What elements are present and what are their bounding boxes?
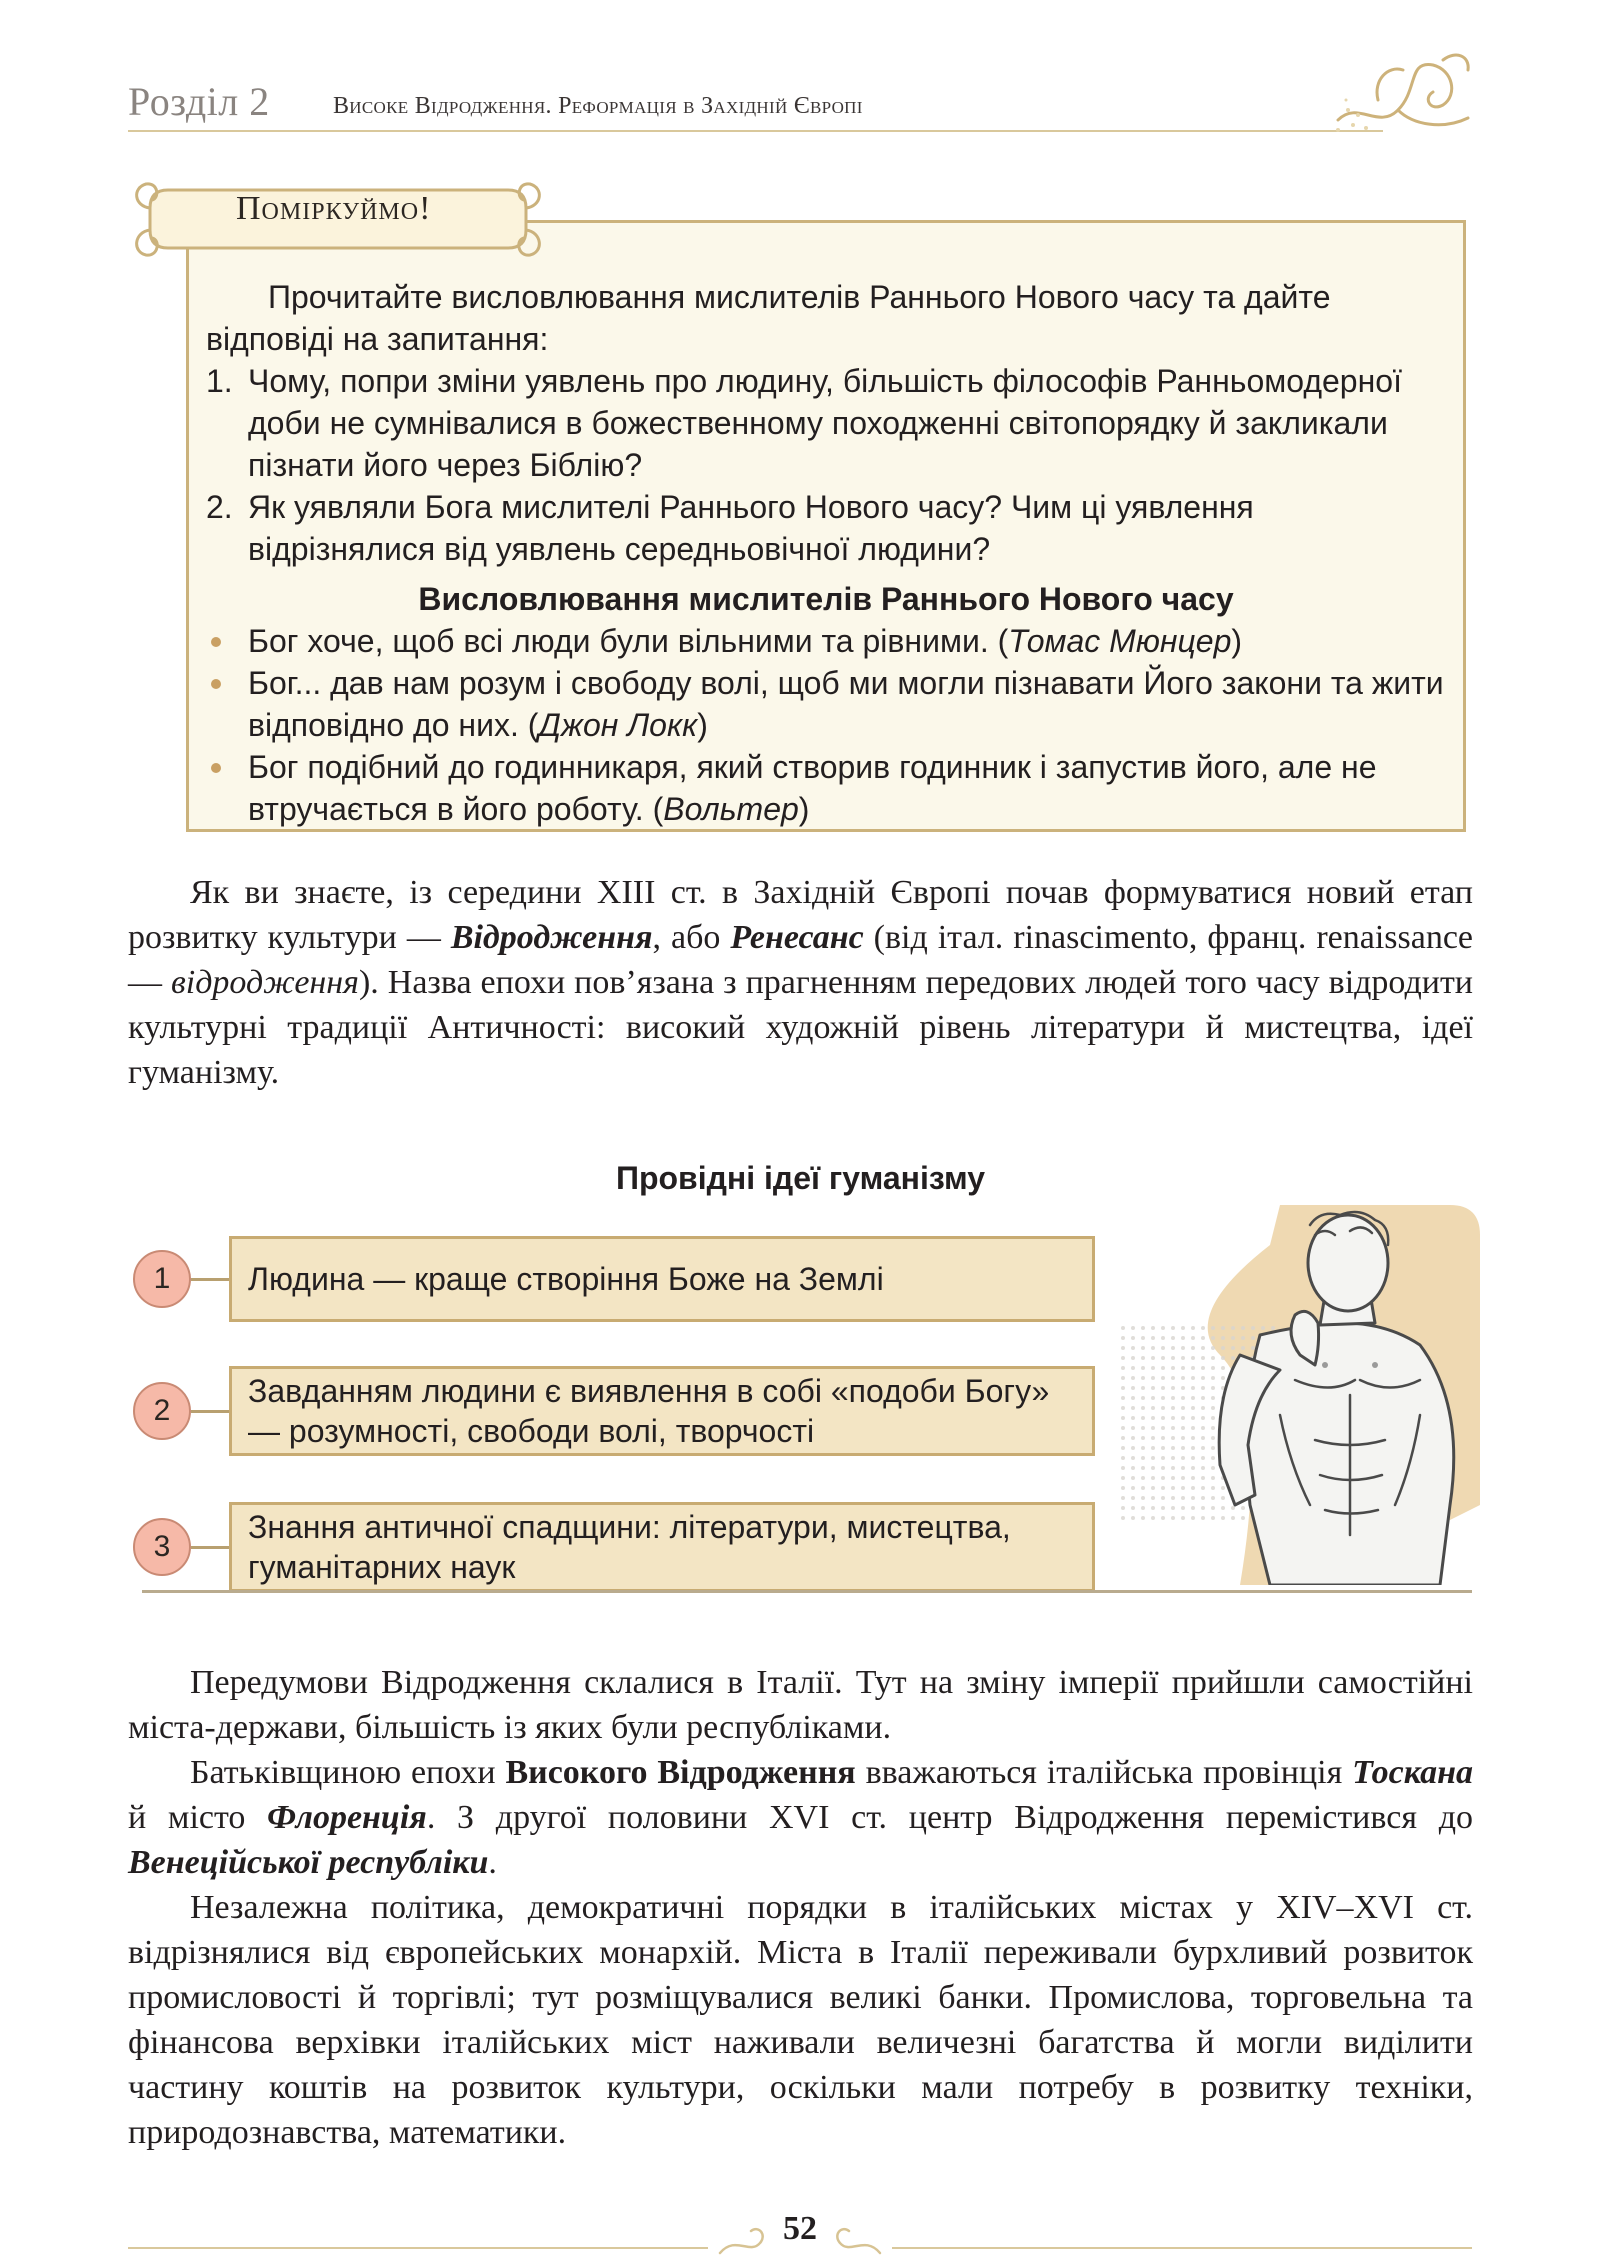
quote-author: Джон Локк	[538, 707, 698, 743]
idea-connector	[191, 1546, 229, 1549]
para-text: й місто	[128, 1799, 268, 1836]
para-text: Незалежна політика, демократичні порядки в італійських містах у XIV–XVI ст. відрізнялися від європейських монархій. Міста в Італії переживали бурхливий розвиток промисловості й торгівлі; тут розміщувалися великі банки. Промислова, торговельна та фінансова верхівки італійських міст наживали величезні багатства й могли виділити частину коштів на розвиток культури, оскільки мали потребу в розвитку техніки, природознавства, математики.	[128, 1889, 1473, 2151]
chapter-title: Високе Відродження. Реформація в Західній Європі	[333, 93, 863, 119]
term: Тоскана	[1352, 1754, 1473, 1791]
idea-number-3: 3	[133, 1518, 191, 1576]
quote-item: Бог подібний до годинникаря, який створив годинник і запустив його, але не втручається в його роботу. (Вольтер)	[206, 746, 1446, 830]
quote-item: Бог хоче, щоб всі люди були вільними та рівними. (Томас Мюнцер)	[206, 620, 1446, 662]
term: Високого Відродження	[505, 1754, 856, 1791]
footer-rule-right	[892, 2247, 1472, 2249]
idea-box-3: Знання античної спадщини: літератури, мистецтва, гуманітарних наук	[229, 1502, 1095, 1592]
term: Ренесанс	[730, 919, 864, 956]
question-2	[206, 486, 1446, 570]
bullet-icon	[211, 637, 221, 647]
question-text: Як уявляли Бога мислителі Раннього Нового часу? Чим ці уявлення відрізнялися від уявлень середньовічної людини?	[248, 489, 1254, 567]
question-text: Чому, попри зміни уявлень про людину, більшість філософів Ранньомодерної доби не сумнівалися в божественному походженні світопорядку й закликали пізнати його через Біблію?	[248, 363, 1402, 483]
think-label: Поміркуймо!	[236, 190, 432, 227]
idea-number-2: 2	[133, 1382, 191, 1440]
page-number: 52	[783, 2210, 817, 2247]
question-number: 1.	[206, 363, 233, 399]
para-text: . З другої половини XVI ст. центр Відродження перемістився до	[426, 1799, 1473, 1836]
bullet-icon	[211, 679, 221, 689]
para-text: Батьківщиною епохи	[190, 1754, 506, 1791]
idea-box-1: Людина — краще створіння Боже на Землі	[229, 1236, 1095, 1322]
quote-author: Томас Мюнцер	[1008, 623, 1232, 659]
idea-box-2: Завданням людини є виявлення в собі «подоби Богу» — розумності, свободи волі, творчості	[229, 1366, 1095, 1456]
paragraph-italy	[128, 1660, 1473, 1750]
ideas-baseline	[142, 1590, 1472, 1593]
quote-text: Бог... дав нам розум і свободу волі, щоб ми могли пізнавати Його закони та жити відповідно до них.	[248, 665, 1444, 743]
para-text: .	[488, 1844, 497, 1881]
section-number: Розділ 2	[128, 79, 270, 124]
term: Флоренція	[267, 1799, 427, 1836]
paragraph-tuscany	[128, 1750, 1473, 1885]
para-text: (від італ. rinascimento, франц. renaissance —	[128, 919, 1474, 1001]
paragraph-renaissance	[128, 870, 1473, 1095]
translation: відродження	[171, 964, 359, 1001]
idea-connector	[191, 1410, 229, 1413]
term: Відродження	[450, 919, 653, 956]
idea-connector	[191, 1278, 229, 1281]
question-1	[206, 360, 1446, 486]
quotes-title: Висловлювання мислителів Раннього Нового часу	[418, 581, 1234, 617]
para-text: , або	[652, 919, 731, 956]
header-flourish-icon	[1318, 40, 1478, 145]
para-text: Як ви знаєте, із середини XIII ст. в Західній Європі почав формуватися новий етап розвитку культури —	[128, 874, 1473, 956]
question-number: 2.	[206, 489, 233, 525]
quote-text: Бог подібний до годинникаря, який створив годинник і запустив його, але не втручається в його роботу.	[248, 749, 1377, 827]
ideas-title: Провідні ідеї гуманізму	[615, 1160, 986, 1196]
term: Венеційської республіки	[128, 1844, 489, 1881]
think-intro	[206, 276, 1446, 360]
quote-item: Бог... дав нам розум і свободу волі, щоб ми могли пізнавати Його закони та жити відповідно до них. (Джон Локк)	[206, 662, 1446, 746]
quote-author: Вольтер	[663, 791, 799, 827]
para-text: Передумови Відродження склалися в Італії. Тут на зміну імперії прийшли самостійні міста-держави, більшість із яких були республіками.	[128, 1664, 1473, 1746]
quote-text: Бог хоче, щоб всі люди були вільними та рівними.	[248, 623, 989, 659]
footer-rule-left	[128, 2247, 708, 2249]
para-text: ). Назва епохи пов’язана з прагненням передових людей того часу відродити культурні традиції Античності: високий художній рівень літератури й мистецтва, ідеї гуманізму.	[128, 964, 1474, 1091]
david-statue-icon	[1120, 1205, 1480, 1585]
paragraph-economy	[128, 1885, 1473, 2155]
para-text: вважаються італійська провінція	[855, 1754, 1353, 1791]
header-rule	[128, 130, 1383, 132]
think-intro-text: Прочитайте висловлювання мислителів Раннього Нового часу та дайте відповіді на запитання:	[206, 279, 1331, 357]
bullet-icon	[211, 763, 221, 773]
idea-number-1: 1	[133, 1250, 191, 1308]
